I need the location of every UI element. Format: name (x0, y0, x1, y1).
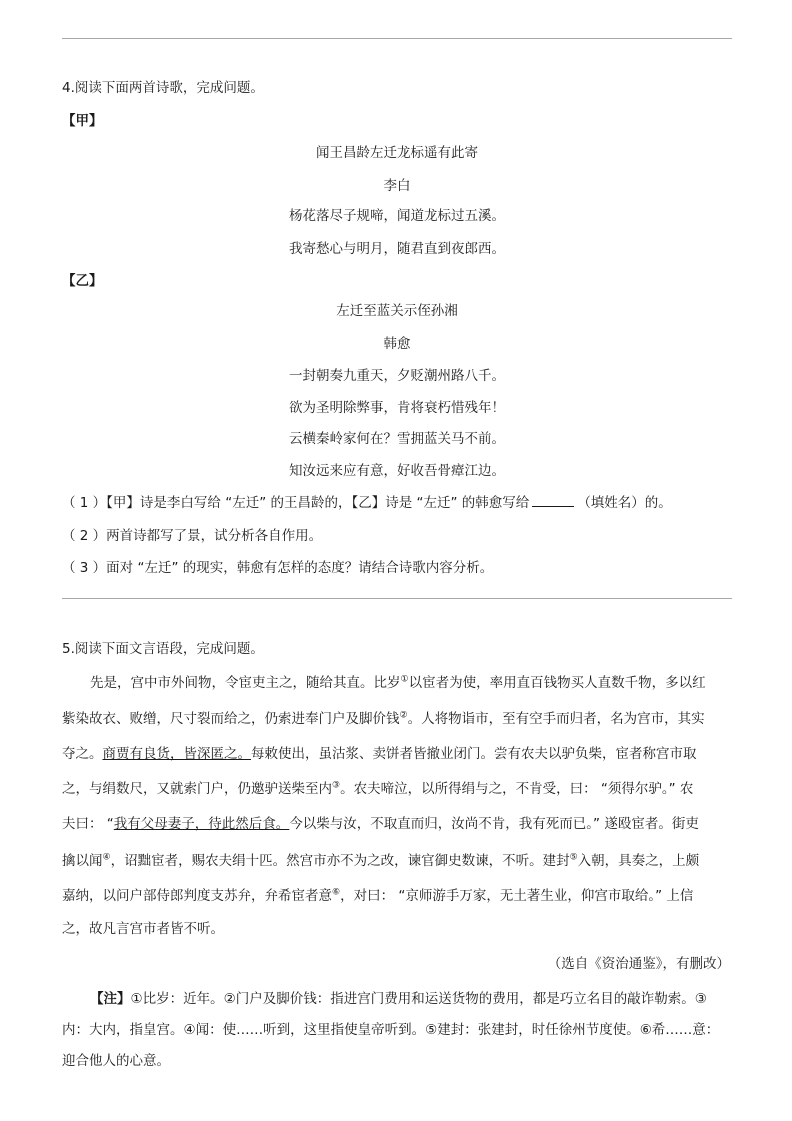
passage-text: ，对曰： “京师游手万家，无土著生业，仰宫市取给。” 上信 (340, 888, 694, 904)
passage-text: 嘉纳，以问户部侍郎判度支苏弁，弁希宦者意 (62, 888, 332, 904)
source-citation: （选自《资治通鉴》，有删改） (547, 956, 730, 972)
poem1-line: 杨花落尽子规啼，闻道龙标过五溪。 (289, 208, 505, 224)
q4-yi-label: 【乙】 (62, 273, 103, 289)
q4-sub3: （ 3 ）面对 “左迁” 的现实，韩愈有怎样的态度？请结合诗歌内容分析。 (62, 560, 494, 576)
poem1-title: 闻王昌龄左迁龙标遥有此寄 (316, 145, 478, 161)
notes-line: 迎合他人的心意。 (62, 1053, 170, 1069)
q4-sub1-text-a: （ 1 ）【甲】诗是李白写给 “左迁” 的王昌龄的，【乙】诗是 “左迁” 的韩愈写给 (62, 495, 530, 511)
q4-sub2: （ 2 ）两首诗都写了景，试分析各自作用。 (62, 528, 323, 544)
passage-text: 夫曰： “ (62, 816, 114, 832)
passage-text: 紫染故衣、败缯，尺寸裂而给之，仍索进奉门户及脚价钱 (62, 711, 400, 727)
passage-text: 每敕使出，虽沽浆、卖饼者皆撤业闭门。尝有农夫以驴负柴，宦者称宫市取 (251, 746, 697, 762)
footnote-marker: ④ (102, 852, 111, 863)
passage-text: 夺之。 (62, 746, 103, 762)
middle-divider (62, 598, 732, 599)
footnote-marker: ⑤ (569, 852, 578, 863)
passage-line (62, 815, 699, 833)
passage-text: 今以柴与汝，不取直而归，汝尚不肯，我有死而已。” 遂殴宦者。街吏 (289, 816, 699, 832)
footnote-marker: ① (400, 674, 409, 685)
answer-blank[interactable] (532, 494, 574, 507)
passage-text: ，诏黜宦者，赐农夫绢十匹。然宫市亦不为之改，谏官御史数谏，不听。建封 (110, 853, 570, 869)
passage-line (62, 852, 699, 870)
q4-intro: 4.阅读下面两首诗歌，完成问题。 (62, 80, 264, 96)
passage-text: 之，与绢数尺，又就索门户，仍邀驴送柴至内 (62, 781, 332, 797)
notes-line: 内：大内，指皇宫。④闻：使……听到，这里指使皇帝听到。⑤建封：张建封，时任徐州节度使。⑥希……意： (62, 1022, 720, 1038)
underlined-sentence: 我有父母妻子，待此然后食。 (113, 816, 290, 832)
passage-text: 以宦者为使，率用直百钱物买人直数千物，多以红 (408, 675, 706, 691)
footnote-marker: ② (399, 710, 408, 721)
passage-line (62, 887, 693, 905)
poem1-author: 李白 (383, 178, 411, 194)
passage-line (62, 745, 697, 763)
passage-text: 。人将物诣市，至有空手而归者，名为宫市，其实 (407, 711, 705, 727)
poem1-line: 我寄愁心与明月，随君直到夜郎西。 (289, 241, 505, 257)
footnote-marker: ③ (332, 780, 341, 791)
poem2-line: 知汝远来应有意，好收吾骨瘴江边。 (289, 463, 505, 479)
notes-label: 【注】 (90, 991, 131, 1007)
passage-text: 擒以闻 (62, 853, 103, 869)
poem2-title: 左迁至蓝关示侄孙湘 (336, 303, 458, 319)
poem2-author: 韩愈 (383, 336, 411, 352)
passage-text: 。农夫啼泣，以所得绢与之，不肯受，曰： “须得尔驴。” 农 (340, 781, 694, 797)
q5-intro: 5.阅读下面文言语段，完成问题。 (62, 641, 264, 657)
passage-line (62, 780, 693, 798)
passage-line: 之，故凡言宫市者皆不听。 (62, 921, 224, 937)
poem2-line: 欲为圣明除弊事，肯将衰朽惜残年！ (289, 400, 505, 416)
q4-jia-label: 【甲】 (62, 113, 103, 129)
passage-line (90, 674, 706, 692)
q4-sub1 (62, 494, 672, 512)
passage-text: 入朝，具奏之，上颇 (577, 853, 700, 869)
poem2-line: 一封朝奏九重天，夕贬潮州路八千。 (289, 368, 505, 384)
underlined-sentence: 商贾有良货，皆深匿之。 (102, 746, 251, 762)
top-divider (62, 38, 732, 39)
footnote-marker: ⑥ (332, 887, 341, 898)
notes-text: ①比岁：近年。②门户及脚价钱：指进宫门费用和运送货物的费用，都是巧立名目的敲诈勒索。③ (130, 991, 707, 1007)
notes-line (90, 990, 707, 1008)
q4-sub1-text-b: （填姓名）的。 (577, 495, 672, 511)
passage-text: 先是，宫中市外间物，令宦吏主之，随给其直。比岁 (90, 675, 401, 691)
passage-line (62, 710, 705, 728)
poem2-line: 云横秦岭家何在？雪拥蓝关马不前。 (289, 431, 505, 447)
